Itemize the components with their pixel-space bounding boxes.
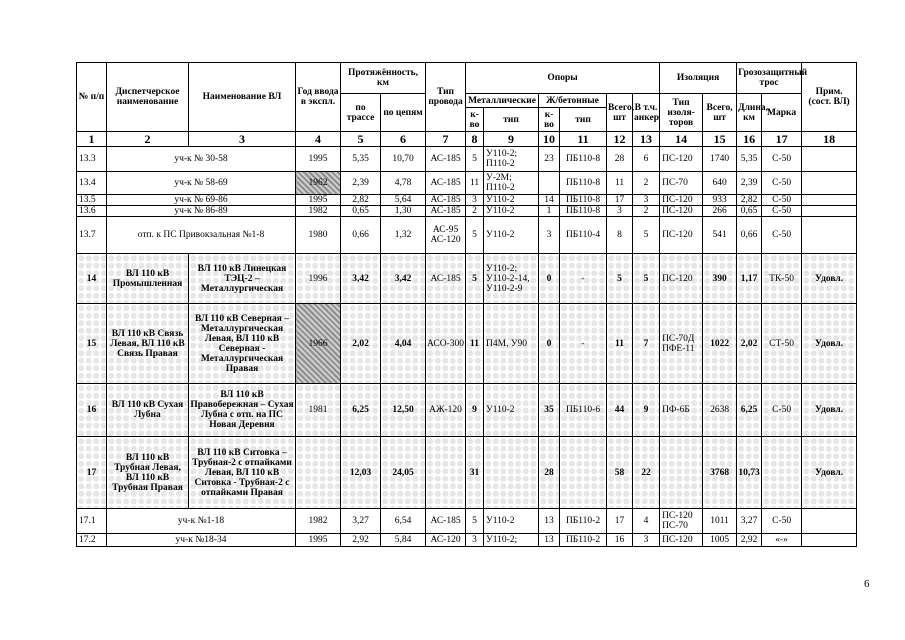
cell-note: Удовл. [802, 437, 857, 509]
col-num: 14 [660, 132, 703, 147]
cell-note [802, 172, 857, 195]
cell-note: Удовл. [802, 384, 857, 437]
cell-insulator-type: ПС-120 [660, 217, 703, 254]
cell-note [802, 509, 857, 534]
cell-year: 1966 [296, 304, 341, 384]
row-num: 17.1 [77, 509, 107, 534]
header-metal: Металлические [466, 94, 539, 108]
cell-dispatcher-name: ВЛ 110 кВ Связь Левая, ВЛ 110 кВ Связь Правая [107, 304, 189, 384]
cell-route-length: 5,35 [341, 147, 381, 172]
cell-dispatcher-name: ВЛ 110 кВ Промышленная [107, 254, 189, 304]
cell-metal-type: У110-2 [484, 384, 539, 437]
cell-metal-qty: 9 [466, 384, 484, 437]
cell-insulator-total: 2638 [703, 384, 737, 437]
cell-metal-type: П4М, У90 [484, 304, 539, 384]
cell-dispatcher-name: ВЛ 110 кВ Сухая Лубна [107, 384, 189, 437]
cell-wire: АС-120 [426, 534, 466, 547]
col-num: 16 [737, 132, 762, 147]
cell-note [802, 217, 857, 254]
header-name: Наименование ВЛ [189, 63, 296, 132]
cell-insulator-type: ПС-120 [660, 206, 703, 217]
cell-year: 1996 [296, 254, 341, 304]
cell-route-length: 0,65 [341, 206, 381, 217]
header-insulation: Изоляция [660, 63, 737, 94]
cell-note: Удовл. [802, 254, 857, 304]
cell-route-length: 0,66 [341, 217, 381, 254]
cell-concrete-qty: 35 [539, 384, 560, 437]
cell-wire: АЖ-120 [426, 384, 466, 437]
header-year: Год ввода в экспл. [296, 63, 341, 132]
cell-insulator-total: 933 [703, 195, 737, 206]
cell-route-length: 3,42 [341, 254, 381, 304]
row-num: 16 [77, 384, 107, 437]
header-metal-qty: к-во [466, 108, 484, 132]
cell-total: 28 [607, 147, 633, 172]
cell-route-length: 2,92 [341, 534, 381, 547]
cell-metal-type [484, 437, 539, 509]
cell-wire: АСО-300 [426, 304, 466, 384]
cell-total: 8 [607, 217, 633, 254]
cell-route-length: 3,27 [341, 509, 381, 534]
cell-metal-type: У-2М; П110-2 [484, 172, 539, 195]
cell-concrete-qty: 23 [539, 147, 560, 172]
cell-gw-length: 10,73 [737, 437, 762, 509]
cell-metal-qty: 5 [466, 509, 484, 534]
col-num: 9 [484, 132, 539, 147]
cell-gw-length: 6,25 [737, 384, 762, 437]
cell-chain-length: 4,78 [381, 172, 426, 195]
row-num: 13.5 [77, 195, 107, 206]
col-num: 7 [426, 132, 466, 147]
header-concrete-qty: к-во [539, 108, 560, 132]
cell-gw-length: 2,82 [737, 195, 762, 206]
cell-year: 1995 [296, 147, 341, 172]
cell-concrete-type: ПБ110-4 [560, 217, 607, 254]
cell-insulator-type: ПС-120 [660, 195, 703, 206]
cell-chain-length: 5,84 [381, 534, 426, 547]
header-length-chains: по цепям [381, 94, 426, 132]
row-num: 13.4 [77, 172, 107, 195]
table-row [77, 437, 857, 509]
row-num: 17 [77, 437, 107, 509]
cell-note [802, 206, 857, 217]
cell-chain-length: 4,04 [381, 304, 426, 384]
row-num: 15 [77, 304, 107, 384]
table-row [77, 206, 857, 217]
col-num: 15 [703, 132, 737, 147]
cell-total: 3 [607, 206, 633, 217]
row-num: 14 [77, 254, 107, 304]
cell-gw-brand: СТ-50 [762, 304, 802, 384]
cell-year: 1982 [296, 509, 341, 534]
table-row [77, 172, 857, 195]
cell-year: 1980 [296, 217, 341, 254]
cell-anchor: 6 [633, 147, 660, 172]
cell-concrete-type: ПБ110-2 [560, 534, 607, 547]
cell-note [802, 195, 857, 206]
col-num: 11 [560, 132, 607, 147]
header-ins-type: Тип изоля-торов [660, 94, 703, 132]
cell-wire: АС-185 [426, 147, 466, 172]
cell-metal-qty: 31 [466, 437, 484, 509]
section-name: отп. к ПС Привокзальная №1-8 [107, 217, 296, 254]
section-name: уч-к № 30-58 [107, 147, 296, 172]
cell-gw-length: 0,65 [737, 206, 762, 217]
cell-anchor: 5 [633, 254, 660, 304]
col-num: 8 [466, 132, 484, 147]
row-num: 13.6 [77, 206, 107, 217]
table-row [77, 304, 857, 384]
cell-metal-type: У110-2 [484, 206, 539, 217]
cell-insulator-type: ПС-70 [660, 172, 703, 195]
cell-insulator-type: ПС-120 [660, 254, 703, 304]
cell-wire: АС-185 [426, 172, 466, 195]
cell-note [802, 147, 857, 172]
col-num: 17 [762, 132, 802, 147]
cell-concrete-type: ПБ110-8 [560, 147, 607, 172]
header-gw-len: Длина, км [737, 94, 762, 132]
cell-concrete-type: ПБ110-8 [560, 206, 607, 217]
cell-anchor: 9 [633, 384, 660, 437]
table-header [77, 63, 857, 147]
table-row [77, 509, 857, 534]
cell-gw-brand: ТК-50 [762, 254, 802, 304]
cell-total: 11 [607, 304, 633, 384]
col-num: 10 [539, 132, 560, 147]
cell-route-length: 2,82 [341, 195, 381, 206]
cell-chain-length: 10,70 [381, 147, 426, 172]
cell-metal-qty: 5 [466, 254, 484, 304]
cell-anchor: 4 [633, 509, 660, 534]
header-ground-wire: Грозозащитный трос [737, 63, 802, 94]
cell-metal-qty: 5 [466, 217, 484, 254]
table-body [77, 147, 857, 547]
cell-anchor: 2 [633, 172, 660, 195]
header-num: № п/п [77, 63, 107, 132]
header-incl-anchor: В т.ч. анкер [633, 94, 660, 132]
cell-gw-brand: С-50 [762, 206, 802, 217]
cell-year [296, 437, 341, 509]
cell-metal-type: У110-2; П110-2 [484, 147, 539, 172]
cell-metal-type: У110-2; У110-2-14, У110-2-9 [484, 254, 539, 304]
header-concrete-type: тип [560, 108, 607, 132]
cell-wire: АС-185 [426, 254, 466, 304]
cell-metal-qty: 11 [466, 304, 484, 384]
cell-concrete-qty: 3 [539, 217, 560, 254]
cell-concrete-qty: 13 [539, 509, 560, 534]
col-num: 1 [77, 132, 107, 147]
cell-gw-length: 2,39 [737, 172, 762, 195]
col-num: 6 [381, 132, 426, 147]
table-row [77, 217, 857, 254]
cell-concrete-type: - [560, 254, 607, 304]
cell-metal-qty: 2 [466, 206, 484, 217]
cell-gw-length: 0,66 [737, 217, 762, 254]
cell-chain-length: 1,30 [381, 206, 426, 217]
header-concrete: Ж/бетонные [539, 94, 607, 108]
table-row [77, 534, 857, 547]
cell-anchor: 3 [633, 195, 660, 206]
cell-insulator-type: ПС-120 ПС-70 [660, 509, 703, 534]
row-num: 13.3 [77, 147, 107, 172]
cell-chain-length: 6,54 [381, 509, 426, 534]
cell-year: 1962 [296, 172, 341, 195]
header-length-route: по трассе [341, 94, 381, 132]
cell-dispatcher-name: ВЛ 110 кВ Трубная Левая, ВЛ 110 кВ Трубная Правая [107, 437, 189, 509]
cell-insulator-type: ПФ-6Б [660, 384, 703, 437]
cell-chain-length: 1,32 [381, 217, 426, 254]
cell-concrete-qty [539, 172, 560, 195]
cell-insulator-total: 1740 [703, 147, 737, 172]
page-number: 6 [864, 578, 870, 590]
cell-note [802, 534, 857, 547]
cell-line-name: ВЛ 110 кВ Правобережная – Сухая Лубна с отп. на ПС Новая Деревня [189, 384, 296, 437]
header-supports: Опоры [466, 63, 660, 94]
cell-insulator-total: 1011 [703, 509, 737, 534]
cell-total: 17 [607, 509, 633, 534]
section-name: уч-к № 86-89 [107, 206, 296, 217]
header-note: Прим. (сост. ВЛ) [802, 63, 857, 132]
cell-route-length: 12,03 [341, 437, 381, 509]
cell-gw-brand: С-50 [762, 147, 802, 172]
cell-gw-brand: С-50 [762, 384, 802, 437]
cell-concrete-qty: 13 [539, 534, 560, 547]
cell-insulator-type [660, 437, 703, 509]
header-total-pcs: Всего, шт [607, 94, 633, 132]
col-num: 2 [107, 132, 189, 147]
cell-concrete-type: ПБ110-2 [560, 509, 607, 534]
cell-gw-brand: С-50 [762, 217, 802, 254]
header-length: Протяжённость, км [341, 63, 426, 94]
cell-metal-qty: 5 [466, 147, 484, 172]
cell-route-length: 2,39 [341, 172, 381, 195]
cell-insulator-total: 390 [703, 254, 737, 304]
section-name: уч-к № 58-69 [107, 172, 296, 195]
cell-total: 44 [607, 384, 633, 437]
cell-wire [426, 437, 466, 509]
cell-insulator-type: ПС-70Д ПФЕ-11 [660, 304, 703, 384]
cell-insulator-total: 541 [703, 217, 737, 254]
cell-line-name: ВЛ 110 кВ Ситовка – Трубная-2 с отпайками Левая, ВЛ 110 кВ Ситовка - Трубная-2 с отпайками Правая [189, 437, 296, 509]
cell-metal-type: У110-2 [484, 195, 539, 206]
cell-chain-length: 24,05 [381, 437, 426, 509]
cell-anchor: 5 [633, 217, 660, 254]
cell-anchor: 2 [633, 206, 660, 217]
cell-gw-length: 3,27 [737, 509, 762, 534]
cell-gw-brand: С-50 [762, 195, 802, 206]
cell-concrete-type: ПБ110-8 [560, 172, 607, 195]
cell-year: 1995 [296, 534, 341, 547]
power-lines-table [76, 62, 857, 547]
cell-wire: АС-185 [426, 195, 466, 206]
header-wire: Тип провода [426, 63, 466, 132]
col-num: 4 [296, 132, 341, 147]
cell-route-length: 6,25 [341, 384, 381, 437]
cell-gw-brand [762, 437, 802, 509]
cell-route-length: 2,02 [341, 304, 381, 384]
table-row [77, 384, 857, 437]
cell-concrete-type: ПБ110-6 [560, 384, 607, 437]
section-name: уч-к №1-18 [107, 509, 296, 534]
col-num: 18 [802, 132, 857, 147]
cell-note: Удовл. [802, 304, 857, 384]
section-name: уч-к №18-34 [107, 534, 296, 547]
cell-metal-type: У110-2 [484, 217, 539, 254]
line-register-sheet [76, 62, 856, 547]
section-name: уч-к № 69-86 [107, 195, 296, 206]
cell-wire: АС-185 [426, 206, 466, 217]
cell-insulator-total: 266 [703, 206, 737, 217]
cell-anchor: 3 [633, 534, 660, 547]
cell-chain-length: 5,64 [381, 195, 426, 206]
cell-chain-length: 3,42 [381, 254, 426, 304]
cell-total: 58 [607, 437, 633, 509]
cell-gw-brand: С-50 [762, 172, 802, 195]
cell-insulator-total: 1022 [703, 304, 737, 384]
cell-metal-type: У110-2; [484, 534, 539, 547]
cell-metal-qty: 11 [466, 172, 484, 195]
header-metal-type: тип [484, 108, 539, 132]
cell-anchor: 7 [633, 304, 660, 384]
cell-concrete-qty: 28 [539, 437, 560, 509]
cell-anchor: 22 [633, 437, 660, 509]
cell-gw-length: 2,92 [737, 534, 762, 547]
cell-insulator-total: 640 [703, 172, 737, 195]
cell-gw-brand: «-» [762, 534, 802, 547]
header-ins-total: Всего, шт [703, 94, 737, 132]
cell-year: 1981 [296, 384, 341, 437]
cell-gw-length: 5,35 [737, 147, 762, 172]
col-num: 5 [341, 132, 381, 147]
header-gw-brand: Марка [762, 94, 802, 132]
cell-wire: АС-185 [426, 509, 466, 534]
cell-metal-qty: 3 [466, 195, 484, 206]
col-num: 12 [607, 132, 633, 147]
table-row [77, 147, 857, 172]
cell-insulator-total: 1005 [703, 534, 737, 547]
cell-gw-length: 1,17 [737, 254, 762, 304]
row-num: 17.2 [77, 534, 107, 547]
col-num: 13 [633, 132, 660, 147]
cell-total: 11 [607, 172, 633, 195]
cell-total: 17 [607, 195, 633, 206]
row-num: 13.7 [77, 217, 107, 254]
cell-chain-length: 12,50 [381, 384, 426, 437]
cell-concrete-type: ПБ110-8 [560, 195, 607, 206]
cell-insulator-total: 3768 [703, 437, 737, 509]
cell-concrete-qty: 0 [539, 254, 560, 304]
cell-year: 1982 [296, 206, 341, 217]
table-row [77, 195, 857, 206]
cell-metal-qty: 3 [466, 534, 484, 547]
cell-gw-brand: С-50 [762, 509, 802, 534]
col-num: 3 [189, 132, 296, 147]
cell-total: 16 [607, 534, 633, 547]
cell-concrete-type: - [560, 304, 607, 384]
cell-wire: АС-95 АС-120 [426, 217, 466, 254]
table-row [77, 254, 857, 304]
cell-gw-length: 2,02 [737, 304, 762, 384]
cell-year: 1995 [296, 195, 341, 206]
cell-concrete-qty: 14 [539, 195, 560, 206]
cell-insulator-type: ПС-120 [660, 147, 703, 172]
cell-line-name: ВЛ 110 кВ Линецкая ТЭЦ-2 – Металлургическая [189, 254, 296, 304]
cell-total: 5 [607, 254, 633, 304]
cell-metal-type: У110-2 [484, 509, 539, 534]
cell-concrete-qty: 0 [539, 304, 560, 384]
cell-concrete-qty: 1 [539, 206, 560, 217]
cell-insulator-type: ПС-120 [660, 534, 703, 547]
cell-concrete-type [560, 437, 607, 509]
cell-line-name: ВЛ 110 кВ Северная – Металлургическая Левая, ВЛ 110 кВ Северная - Металлургическая Правая [189, 304, 296, 384]
column-number-row [77, 132, 857, 147]
header-dispatcher: Диспетчерское наименование [107, 63, 189, 132]
